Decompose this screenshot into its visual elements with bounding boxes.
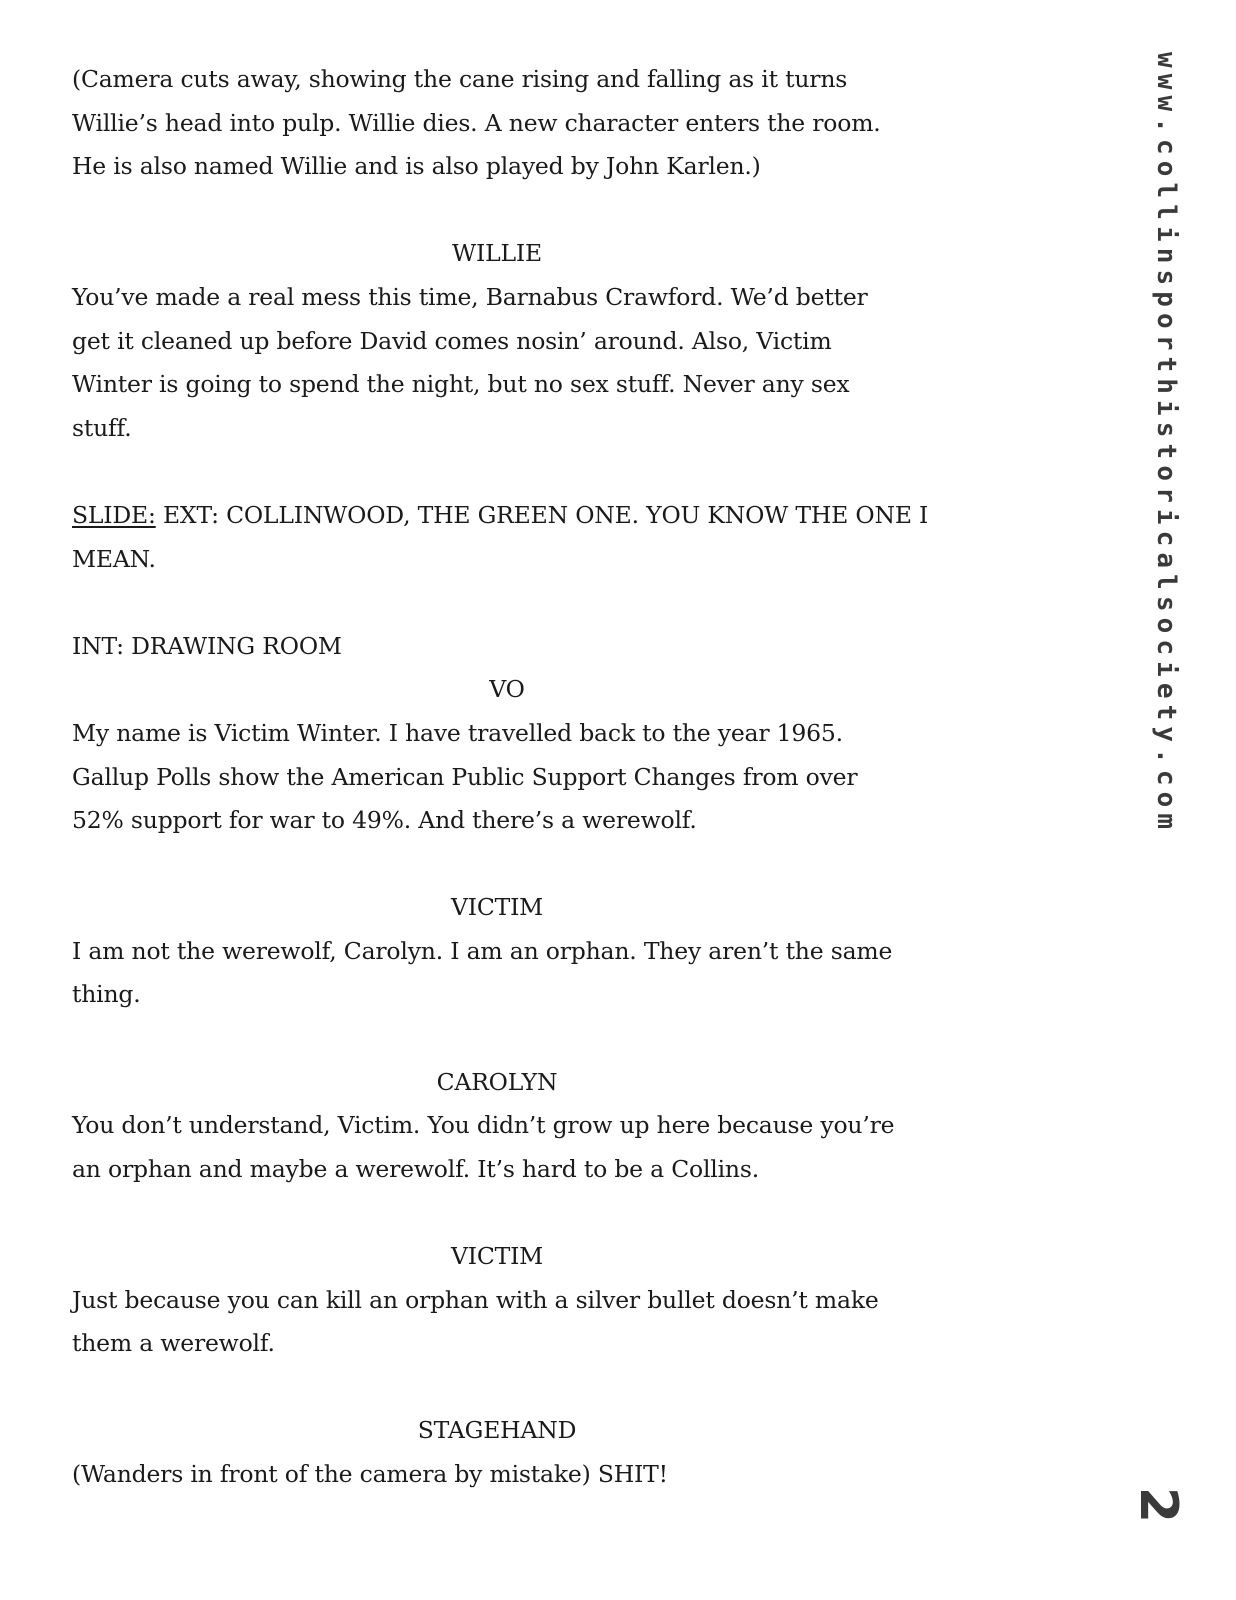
script-page <box>72 58 942 1497</box>
character-name-victim: VICTIM <box>450 893 544 922</box>
dialogue-line: Gallup Polls show the American Public Support Changes from over <box>72 762 858 791</box>
character-name-carolyn: CAROLYN <box>436 1067 558 1096</box>
slide-direction-cont: MEAN. <box>72 544 156 573</box>
dialogue-line: (Wanders in front of the camera by mistake) SHIT! <box>72 1460 668 1488</box>
dialogue-line: You’ve made a real mess this time, Barnabus Crawford. We’d better <box>72 282 868 311</box>
slide-text: EXT: COLLINWOOD, THE GREEN ONE. YOU KNOW THE ONE I <box>155 500 929 529</box>
dialogue-line: Just because you can kill an orphan with a silver bullet doesn’t make <box>72 1285 879 1314</box>
dialogue-line: Winter is going to spend the night, but no sex stuff. Never any sex <box>72 370 850 399</box>
scene-heading: INT: DRAWING ROOM <box>72 631 342 660</box>
dialogue-line: them a werewolf. <box>72 1329 275 1358</box>
character-name-willie: WILLIE <box>452 239 542 268</box>
dialogue-line: get it cleaned up before David comes nosin’ around. Also, Victim <box>72 326 832 355</box>
action-line: (Camera cuts away, showing the cane rising and falling as it turns <box>72 65 848 93</box>
character-name-victim: VICTIM <box>450 1242 544 1271</box>
dialogue-line: My name is Victim Winter. I have travelled back to the year 1965. <box>72 718 843 747</box>
page-number: 2 <box>1128 1486 1188 1524</box>
dialogue-line: You don’t understand, Victim. You didn’t grow up here because you’re <box>72 1111 895 1140</box>
dialogue-line: I am not the werewolf, Carolyn. I am an orphan. They aren’t the same <box>72 936 893 965</box>
slide-direction <box>72 494 942 538</box>
dialogue-line: an orphan and maybe a werewolf. It’s hard to be a Collins. <box>72 1154 759 1183</box>
character-name-vo: VO <box>489 675 525 704</box>
action-line: He is also named Willie and is also played by John Karlen.) <box>72 152 761 181</box>
dialogue-line: 52% support for war to 49%. And there’s a werewolf. <box>72 806 697 835</box>
dialogue-line: thing. <box>72 980 141 1009</box>
slide-label: SLIDE: <box>72 500 156 529</box>
character-name-stagehand: STAGEHAND <box>417 1416 577 1445</box>
dialogue-line: stuff. <box>72 413 132 442</box>
action-line: Willie’s head into pulp. Willie dies. A new character enters the room. <box>72 108 881 137</box>
sidebar-website-url: www.collinsporthistoricalsociety.com <box>1151 52 1181 836</box>
